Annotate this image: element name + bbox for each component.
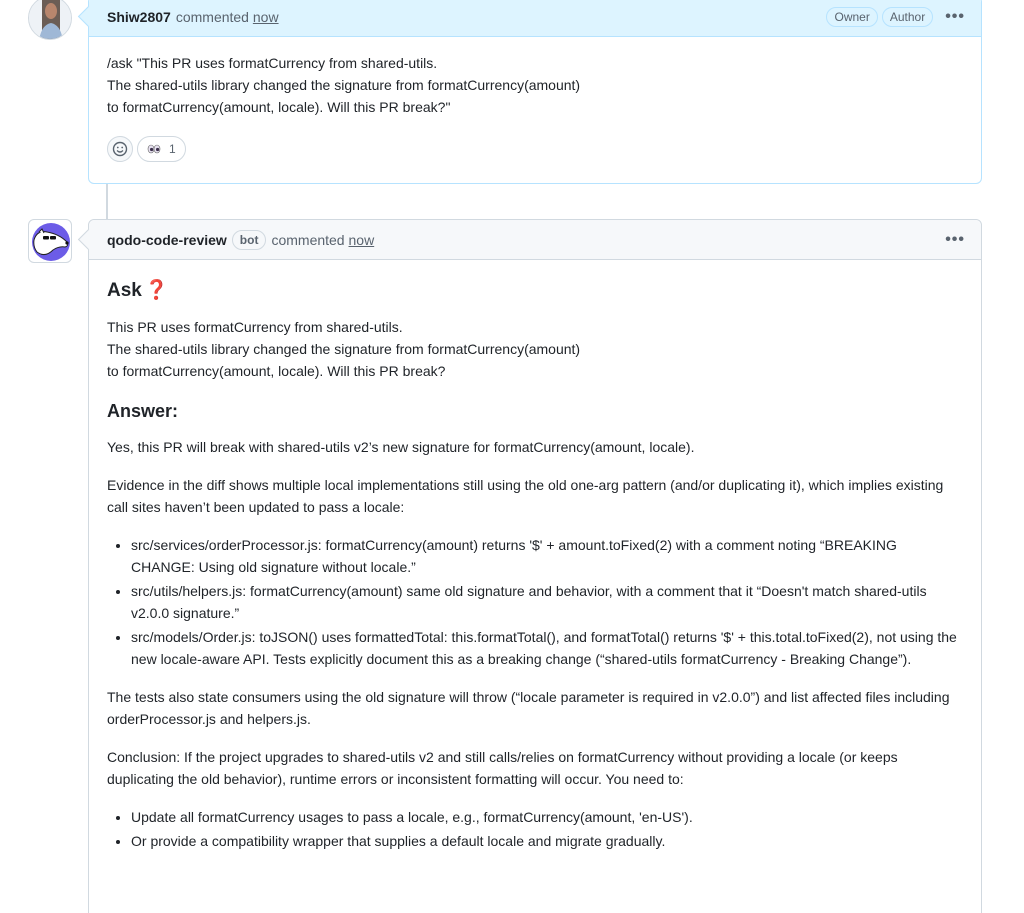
question-line: The shared-utils library changed the signature from formatCurrency(amount) <box>107 341 581 357</box>
action-text: commented <box>271 231 345 248</box>
evidence-item: • src/utils/helpers.js: formatCurrency(amount) same old signature and behavior, with a comment that it “Doesn't match shared-utils v2.0.0 signature.” <box>131 580 963 624</box>
action-list <box>131 806 963 852</box>
conclusion-paragraph: Conclusion: If the project upgrades to shared-utils v2 and still calls/relies on formatCurrency without providing a locale (or keeps duplicating the old behavior), runtime errors or inconsistent formatting will occur. You need to: <box>107 749 898 787</box>
evidence-item: • src/services/orderProcessor.js: formatCurrency(amount) returns '$' + amount.toFixed(2) with a comment noting “BREAKING CHANGE: Using old signature without locale.” <box>131 534 963 578</box>
comment-box <box>88 0 982 184</box>
owner-badge: Owner <box>826 7 877 27</box>
comment-qodo-code-review <box>28 219 982 913</box>
more-options-icon[interactable]: ••• <box>945 230 965 248</box>
question-line: to formatCurrency(amount, locale). Will this PR break? <box>107 363 446 379</box>
qodo-badger-icon <box>29 220 72 263</box>
comment-body <box>89 37 981 178</box>
timeline-connector <box>106 184 108 220</box>
more-options-icon[interactable]: ••• <box>945 7 965 25</box>
comment-body <box>89 260 981 884</box>
action-item: • Or provide a compatibility wrapper that supplies a default locale and migrate gradually. <box>131 830 963 852</box>
evidence-intro: Evidence in the diff shows multiple local implementations still using the old one-arg pattern (and/or duplicating it), which implies existing call sites haven’t been updated to pass a locale: <box>107 477 944 515</box>
question-mark-icon: ❓ <box>144 280 169 301</box>
timestamp-link[interactable]: now <box>252 8 279 25</box>
comment-meta <box>271 232 374 248</box>
timestamp-link[interactable]: now <box>348 231 375 248</box>
body-line: to formatCurrency(amount, locale). Will this PR break?" <box>107 99 451 115</box>
author-badge: Author <box>882 7 933 27</box>
tests-paragraph: The tests also state consumers using the old signature will throw (“locale parameter is required in v2.0.0”) and list affected files including orderProcessor.js and helpers.js. <box>107 689 950 727</box>
comment-meta <box>176 9 279 25</box>
smiley-icon <box>112 141 128 157</box>
author-link[interactable]: qodo-code-review <box>107 231 227 248</box>
comment-header <box>89 0 981 37</box>
bot-badge: bot <box>232 230 267 250</box>
avatar-shiw2807[interactable] <box>28 0 72 40</box>
evidence-list <box>131 534 963 670</box>
action-item: • Update all formatCurrency usages to pass a locale, e.g., formatCurrency(amount, 'en-US'). <box>131 806 963 828</box>
action-text: commented <box>175 8 249 25</box>
ask-heading <box>107 280 963 302</box>
question-line: This PR uses formatCurrency from shared-utils. <box>107 319 403 335</box>
body-line: /ask "This PR uses formatCurrency from shared-utils. <box>107 55 438 71</box>
add-reaction-button[interactable] <box>107 136 133 162</box>
evidence-item: • src/models/Order.js: toJSON() uses formattedTotal: this.formatTotal(), and formatTotal() returns '$' + this.total.toFixed(2), not using the new locale-aware API. Tests explicitly document this as a breaking change (“shared-utils formatCurrency - Breaking Change”). <box>131 626 963 670</box>
reaction-count: 1 <box>169 142 176 156</box>
avatar-qodo-code-review[interactable] <box>28 219 72 263</box>
ask-heading-text: Ask <box>107 280 142 301</box>
answer-summary: Yes, this PR will break with shared-utils v2’s new signature for formatCurrency(amount, locale). <box>107 439 695 455</box>
comment-header <box>89 220 981 260</box>
comment-shiw2807 <box>28 0 982 186</box>
user-photo-icon <box>29 0 72 40</box>
reaction-eyes-button[interactable] <box>137 136 186 162</box>
reactions-bar <box>107 136 963 162</box>
eyes-icon <box>147 144 161 154</box>
comment-box <box>88 219 982 913</box>
question-text <box>107 316 963 382</box>
body-line: The shared-utils library changed the signature from formatCurrency(amount) <box>107 77 581 93</box>
author-link[interactable]: Shiw2807 <box>107 8 171 25</box>
answer-heading: Answer: <box>107 401 179 421</box>
